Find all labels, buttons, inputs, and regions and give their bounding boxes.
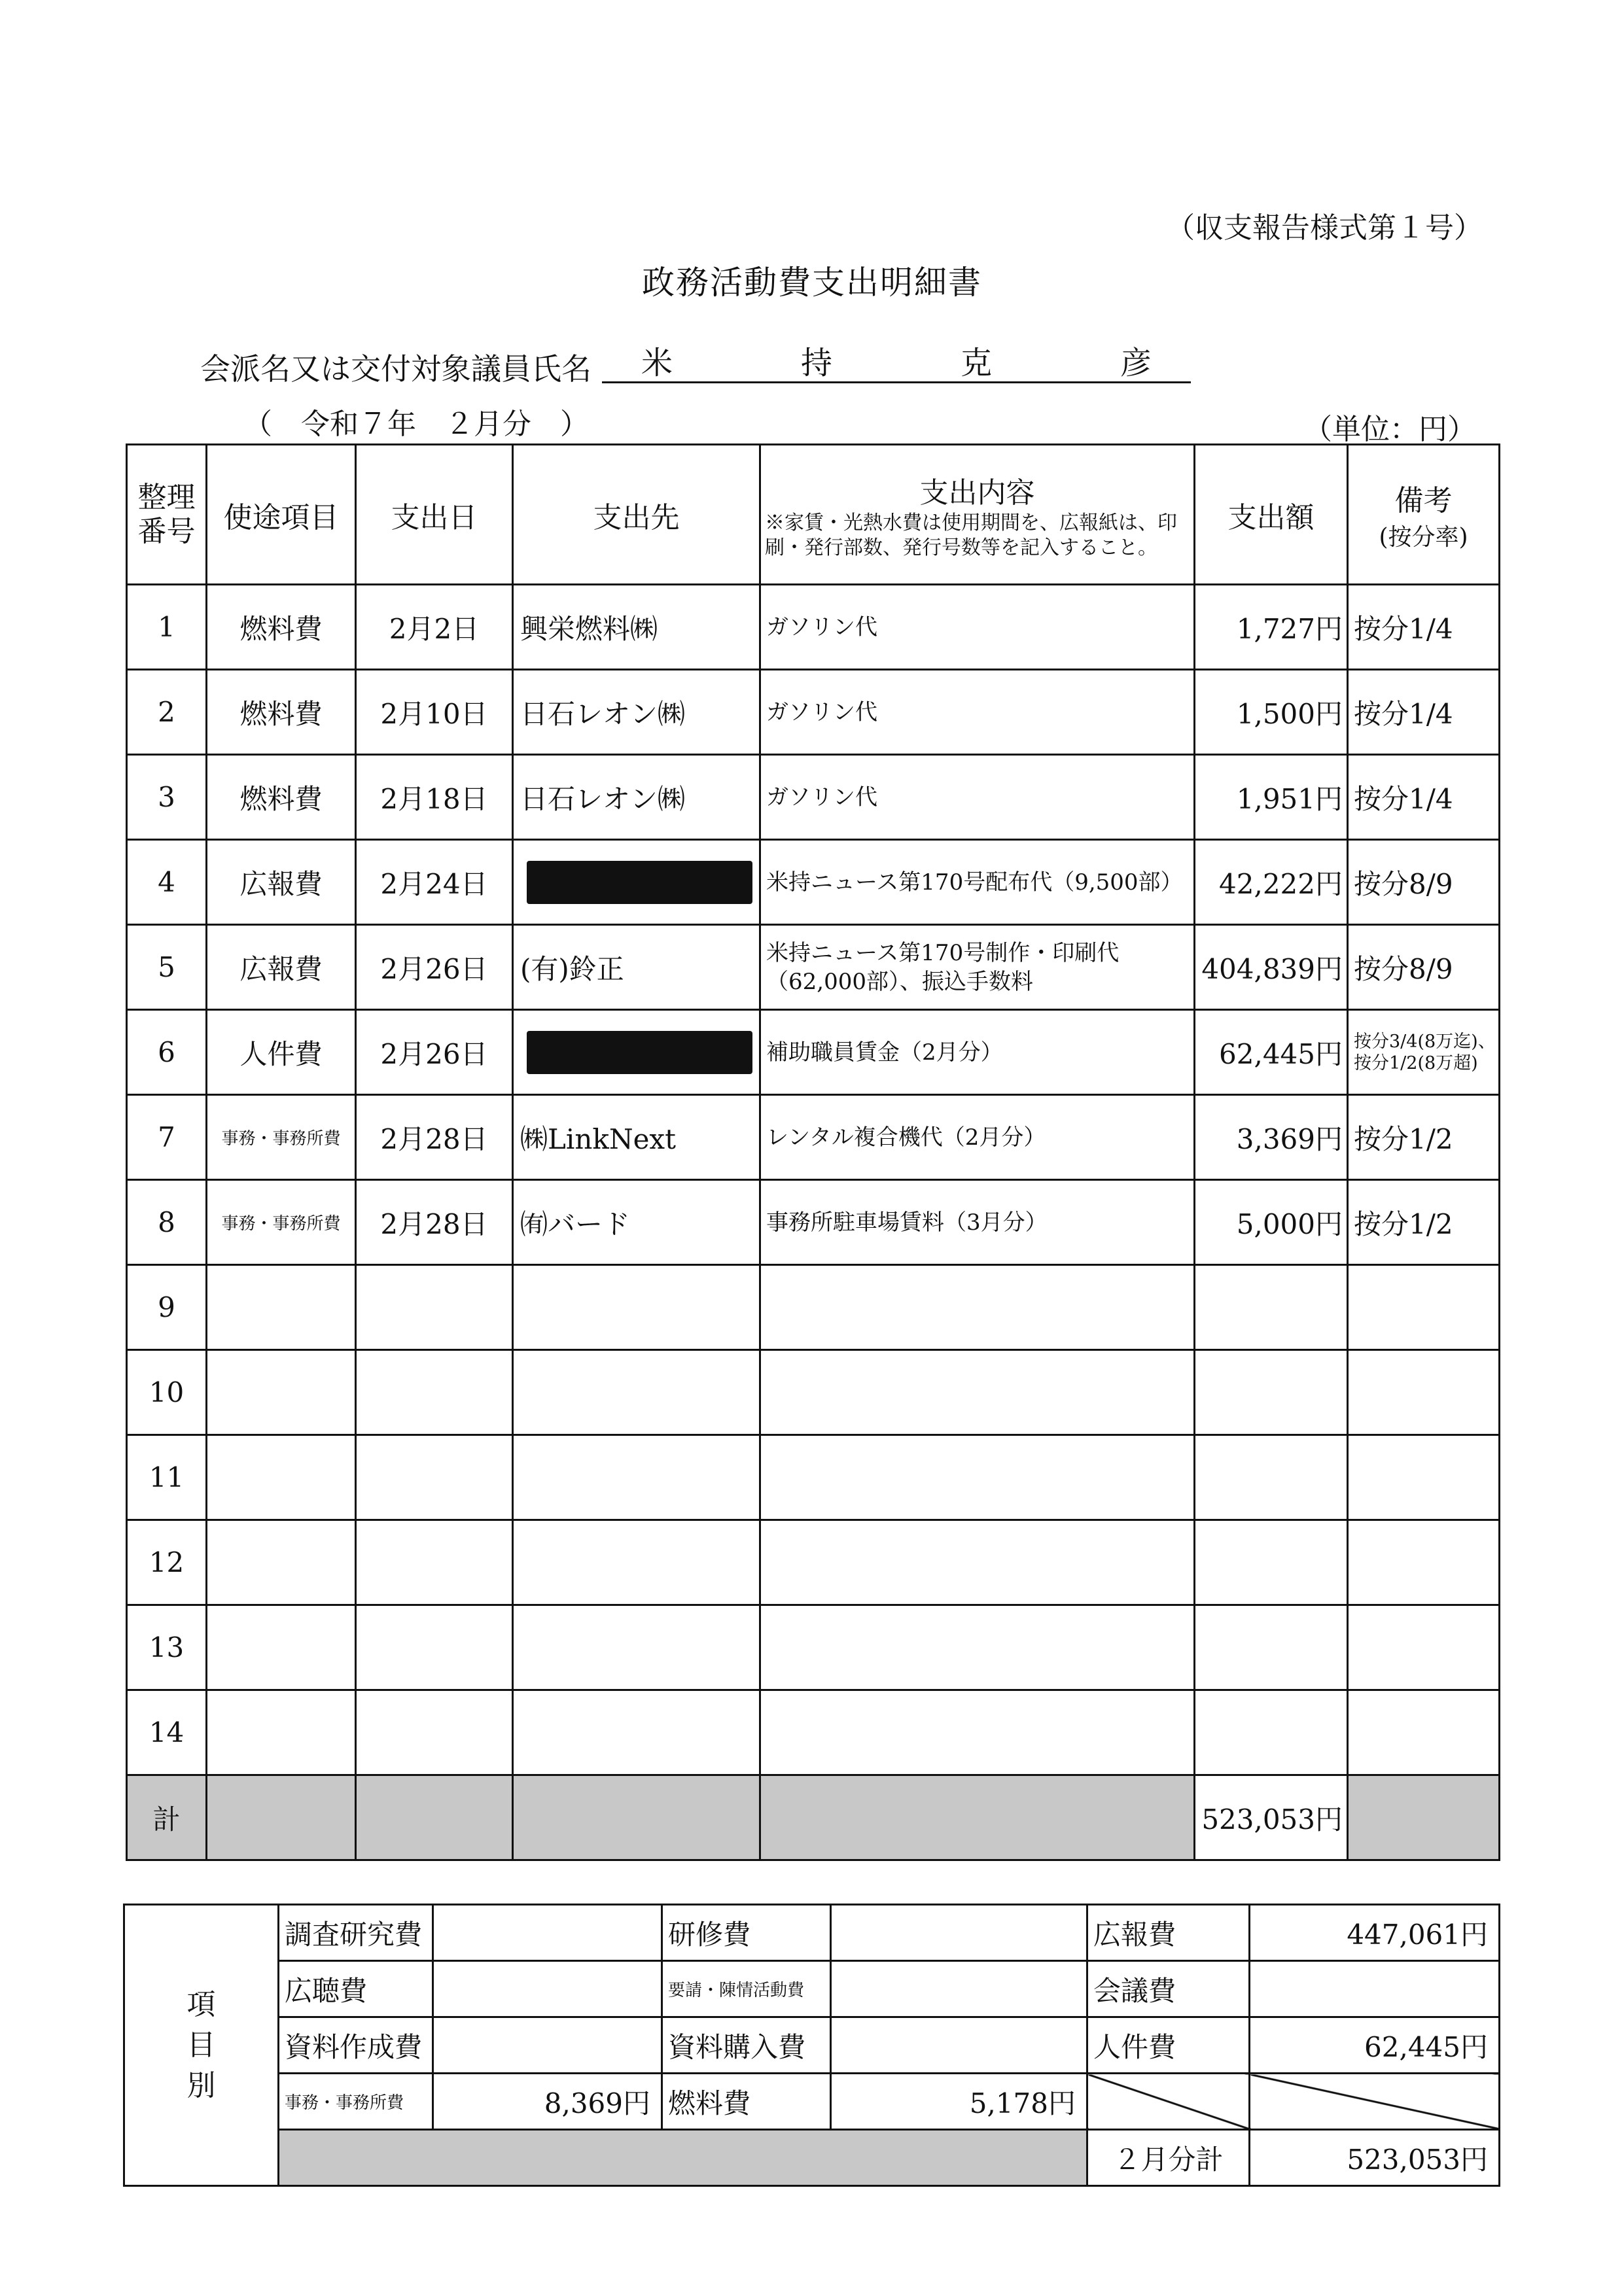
total-label: 計 bbox=[127, 1775, 207, 1860]
row-no: 9 bbox=[127, 1265, 207, 1350]
side-char: 別 bbox=[186, 2068, 216, 2102]
row-amount: 62,445円 bbox=[1195, 1010, 1348, 1095]
table-row bbox=[127, 1265, 1500, 1350]
table-row bbox=[127, 755, 1500, 840]
total-blank bbox=[760, 1775, 1195, 1860]
table-row bbox=[127, 1010, 1500, 1095]
member-label: 会派名又は交付対象議員氏名 bbox=[200, 351, 591, 387]
row-no: 11 bbox=[127, 1435, 207, 1520]
expense-table bbox=[126, 444, 1500, 1861]
row-no: 5 bbox=[127, 925, 207, 1010]
row-date: 2月2日 bbox=[356, 585, 513, 670]
row-date bbox=[356, 1265, 513, 1350]
total-blank bbox=[513, 1775, 760, 1860]
header-payee: 支出先 bbox=[513, 445, 760, 585]
row-category: 燃料費 bbox=[207, 670, 356, 755]
header-date: 支出日 bbox=[356, 445, 513, 585]
personnel-value: 62,445円 bbox=[1250, 2017, 1500, 2074]
publicity-value: 447,061円 bbox=[1250, 1905, 1500, 1961]
summary-row bbox=[124, 1905, 1500, 1961]
row-category: 人件費 bbox=[207, 1010, 356, 1095]
table-row bbox=[127, 840, 1500, 925]
summary-row bbox=[124, 2074, 1500, 2130]
row-payee: 日石レオン㈱ bbox=[513, 755, 760, 840]
row-date: 2月28日 bbox=[356, 1180, 513, 1265]
row-payee bbox=[513, 1350, 760, 1435]
header-remarks bbox=[1348, 445, 1500, 585]
summary-row bbox=[124, 2017, 1500, 2074]
row-payee: ㈱LinkNext bbox=[513, 1095, 760, 1180]
table-row bbox=[127, 670, 1500, 755]
row-no: 3 bbox=[127, 755, 207, 840]
header-no: 整理番号 bbox=[127, 445, 207, 585]
table-row bbox=[127, 1520, 1500, 1605]
table-row bbox=[127, 1180, 1500, 1265]
row-payee-redacted bbox=[513, 1010, 760, 1095]
redaction-block bbox=[527, 1031, 752, 1074]
row-category bbox=[207, 1605, 356, 1690]
row-no: 1 bbox=[127, 585, 207, 670]
struck-cell bbox=[1250, 2074, 1500, 2130]
row-category: 事務・事務所費 bbox=[207, 1180, 356, 1265]
row-amount: 1,951円 bbox=[1195, 755, 1348, 840]
publicity-label: 広報費 bbox=[1087, 1905, 1250, 1961]
row-description bbox=[760, 1265, 1195, 1350]
row-amount: 3,369円 bbox=[1195, 1095, 1348, 1180]
row-date: 2月10日 bbox=[356, 670, 513, 755]
training-label: 研修費 bbox=[662, 1905, 831, 1961]
row-date: 2月26日 bbox=[356, 1010, 513, 1095]
row-category: 広報費 bbox=[207, 925, 356, 1010]
header-remarks-label: 備考 bbox=[1394, 484, 1453, 517]
row-remarks bbox=[1348, 1350, 1500, 1435]
row-payee bbox=[513, 1520, 760, 1605]
row-description: ガソリン代 bbox=[760, 670, 1195, 755]
row-date: 2月26日 bbox=[356, 925, 513, 1010]
row-no: 4 bbox=[127, 840, 207, 925]
header-row bbox=[127, 445, 1500, 585]
materials-purchase-value bbox=[831, 2017, 1087, 2074]
row-category bbox=[207, 1435, 356, 1520]
materials-purchase-label: 資料購入費 bbox=[662, 2017, 831, 2074]
row-payee: 日石レオン㈱ bbox=[513, 670, 760, 755]
total-blank bbox=[207, 1775, 356, 1860]
research-label: 調査研究費 bbox=[279, 1905, 433, 1961]
row-amount: 404,839円 bbox=[1195, 925, 1348, 1010]
summary-side-label bbox=[124, 1905, 279, 2186]
unit-label: （単位：円） bbox=[1303, 413, 1476, 446]
side-char: 目 bbox=[186, 2028, 216, 2062]
row-payee bbox=[513, 1690, 760, 1775]
row-no: 13 bbox=[127, 1605, 207, 1690]
struck-cell bbox=[1087, 2074, 1250, 2130]
row-date: 2月28日 bbox=[356, 1095, 513, 1180]
document-title: 政務活動費支出明細書 bbox=[642, 264, 982, 302]
row-date bbox=[356, 1435, 513, 1520]
summary-row bbox=[124, 2130, 1500, 2186]
row-payee: (有)鈴正 bbox=[513, 925, 760, 1010]
petition-value bbox=[831, 1961, 1087, 2017]
redaction-block bbox=[527, 861, 752, 904]
row-date bbox=[356, 1605, 513, 1690]
table-row bbox=[127, 1435, 1500, 1520]
fuel-label: 燃料費 bbox=[662, 2074, 831, 2130]
form-number: （収支報告様式第１号） bbox=[1166, 211, 1483, 245]
total-row bbox=[127, 1775, 1500, 1860]
header-description-label: 支出内容 bbox=[919, 476, 1035, 510]
row-date bbox=[356, 1690, 513, 1775]
row-payee bbox=[513, 1265, 760, 1350]
month-total-value: 523,053円 bbox=[1250, 2130, 1500, 2186]
row-amount: 42,222円 bbox=[1195, 840, 1348, 925]
row-amount: 5,000円 bbox=[1195, 1180, 1348, 1265]
total-blank bbox=[356, 1775, 513, 1860]
row-remarks: 按分1/4 bbox=[1348, 755, 1500, 840]
row-amount bbox=[1195, 1605, 1348, 1690]
row-category: 広報費 bbox=[207, 840, 356, 925]
row-remarks bbox=[1348, 1690, 1500, 1775]
category-summary-table bbox=[123, 1904, 1500, 2187]
meeting-value bbox=[1250, 1961, 1500, 2017]
personnel-label: 人件費 bbox=[1087, 2017, 1250, 2074]
row-remarks: 按分8/9 bbox=[1348, 840, 1500, 925]
hearing-label: 広聴費 bbox=[279, 1961, 433, 2017]
materials-creation-value bbox=[433, 2017, 662, 2074]
office-value: 8,369円 bbox=[433, 2074, 662, 2130]
training-value bbox=[831, 1905, 1087, 1961]
row-no: 12 bbox=[127, 1520, 207, 1605]
row-amount bbox=[1195, 1265, 1348, 1350]
materials-creation-label: 資料作成費 bbox=[279, 2017, 433, 2074]
summary-row bbox=[124, 1961, 1500, 2017]
row-category: 燃料費 bbox=[207, 755, 356, 840]
row-description: 米持ニュース第170号制作・印刷代（62,000部）、振込手数料 bbox=[760, 925, 1195, 1010]
row-date: 2月18日 bbox=[356, 755, 513, 840]
row-remarks: 按分1/4 bbox=[1348, 670, 1500, 755]
row-remarks: 按分1/2 bbox=[1348, 1180, 1500, 1265]
row-date bbox=[356, 1520, 513, 1605]
row-category bbox=[207, 1265, 356, 1350]
row-description bbox=[760, 1435, 1195, 1520]
row-description bbox=[760, 1605, 1195, 1690]
row-no: 2 bbox=[127, 670, 207, 755]
row-amount bbox=[1195, 1520, 1348, 1605]
table-row bbox=[127, 1095, 1500, 1180]
row-category: 燃料費 bbox=[207, 585, 356, 670]
header-remarks-sub: (按分率) bbox=[1379, 524, 1468, 551]
member-name bbox=[602, 338, 1191, 383]
row-remarks: 按分8/9 bbox=[1348, 925, 1500, 1010]
row-payee: ㈲バード bbox=[513, 1180, 760, 1265]
header-description-note: ※家賃・光熱水費は使用期間を、広報紙は、印刷・発行部数、発行号数等を記入すること。 bbox=[765, 511, 1177, 559]
row-date bbox=[356, 1350, 513, 1435]
research-value bbox=[433, 1905, 662, 1961]
row-description bbox=[760, 1520, 1195, 1605]
row-amount bbox=[1195, 1435, 1348, 1520]
row-description: 補助職員賃金（2月分） bbox=[760, 1010, 1195, 1095]
row-no: 7 bbox=[127, 1095, 207, 1180]
row-date: 2月24日 bbox=[356, 840, 513, 925]
row-payee: 興栄燃料㈱ bbox=[513, 585, 760, 670]
row-remarks bbox=[1348, 1605, 1500, 1690]
table-row bbox=[127, 1690, 1500, 1775]
header-amount: 支出額 bbox=[1195, 445, 1348, 585]
header-category: 使途項目 bbox=[207, 445, 356, 585]
member-name-char: 克 bbox=[960, 345, 992, 381]
member-name-char: 持 bbox=[800, 345, 832, 381]
row-remarks: 按分1/4 bbox=[1348, 585, 1500, 670]
row-description: 事務所駐車場賃料（3月分） bbox=[760, 1180, 1195, 1265]
row-amount: 1,500円 bbox=[1195, 670, 1348, 755]
row-remarks bbox=[1348, 1520, 1500, 1605]
total-amount: 523,053円 bbox=[1195, 1775, 1348, 1860]
row-description: ガソリン代 bbox=[760, 755, 1195, 840]
row-remarks: 按分1/2 bbox=[1348, 1095, 1500, 1180]
total-blank bbox=[1348, 1775, 1500, 1860]
side-char: 項 bbox=[186, 1987, 216, 2021]
member-name-char: 米 bbox=[641, 345, 673, 381]
row-amount: 1,727円 bbox=[1195, 585, 1348, 670]
row-amount bbox=[1195, 1350, 1348, 1435]
row-no: 10 bbox=[127, 1350, 207, 1435]
office-label: 事務・事務所費 bbox=[279, 2074, 433, 2130]
row-no: 14 bbox=[127, 1690, 207, 1775]
row-category bbox=[207, 1350, 356, 1435]
row-remarks bbox=[1348, 1265, 1500, 1350]
row-payee bbox=[513, 1435, 760, 1520]
hearing-value bbox=[433, 1961, 662, 2017]
month-total-label: ２月分計 bbox=[1087, 2130, 1250, 2186]
petition-label: 要請・陳情活動費 bbox=[662, 1961, 831, 2017]
row-payee bbox=[513, 1605, 760, 1690]
header-description bbox=[760, 445, 1195, 585]
meeting-label: 会議費 bbox=[1087, 1961, 1250, 2017]
row-remarks bbox=[1348, 1435, 1500, 1520]
row-no: 6 bbox=[127, 1010, 207, 1095]
table-row bbox=[127, 1350, 1500, 1435]
table-row bbox=[127, 1605, 1500, 1690]
row-description: ガソリン代 bbox=[760, 585, 1195, 670]
row-description: レンタル複合機代（2月分） bbox=[760, 1095, 1195, 1180]
row-description bbox=[760, 1350, 1195, 1435]
row-amount bbox=[1195, 1690, 1348, 1775]
reporting-period: （ 令和７年 ２月分 ） bbox=[243, 408, 589, 441]
row-remarks: 按分3/4(8万迄)、按分1/2(8万超) bbox=[1348, 1010, 1500, 1095]
row-category bbox=[207, 1690, 356, 1775]
row-payee-redacted bbox=[513, 840, 760, 925]
row-description bbox=[760, 1690, 1195, 1775]
row-no: 8 bbox=[127, 1180, 207, 1265]
summary-shaded-area bbox=[279, 2130, 1087, 2186]
member-name-char: 彦 bbox=[1120, 345, 1152, 381]
fuel-value: 5,178円 bbox=[831, 2074, 1087, 2130]
row-category bbox=[207, 1520, 356, 1605]
table-row bbox=[127, 925, 1500, 1010]
table-row bbox=[127, 585, 1500, 670]
row-category: 事務・事務所費 bbox=[207, 1095, 356, 1180]
row-description: 米持ニュース第170号配布代（9,500部） bbox=[760, 840, 1195, 925]
